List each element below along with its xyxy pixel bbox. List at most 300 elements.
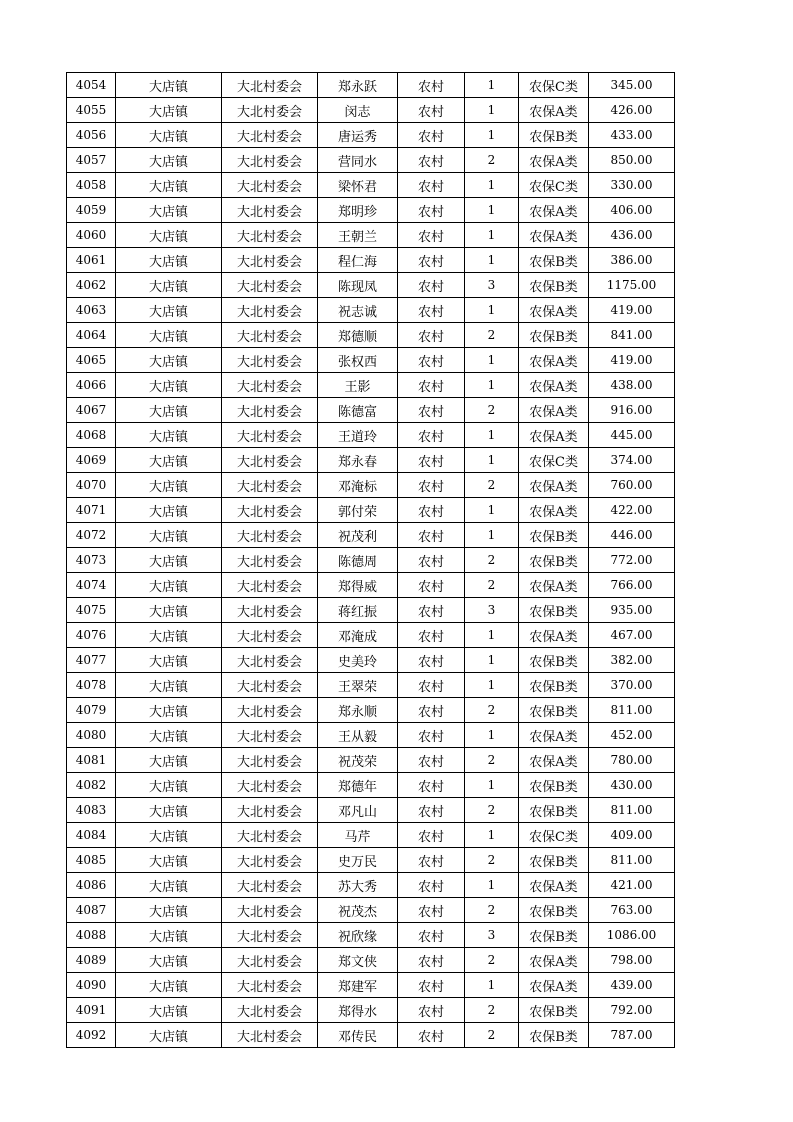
name-cell: 祝茂利 (318, 523, 398, 548)
table-body (67, 73, 675, 1048)
row-number-cell: 4058 (67, 173, 116, 198)
amount-cell: 446.00 (589, 523, 675, 548)
town-cell: 大店镇 (116, 973, 222, 998)
name-cell: 营同水 (318, 148, 398, 173)
insurance-category-cell: 农保B类 (519, 773, 589, 798)
town-cell: 大店镇 (116, 73, 222, 98)
amount-cell: 772.00 (589, 548, 675, 573)
village-committee-cell: 大北村委会 (222, 273, 318, 298)
village-committee-cell: 大北村委会 (222, 998, 318, 1023)
name-cell: 郑得水 (318, 998, 398, 1023)
household-size-cell: 1 (465, 773, 519, 798)
table-row (67, 698, 675, 723)
table-row (67, 848, 675, 873)
insurance-category-cell: 农保A类 (519, 473, 589, 498)
area-type-cell: 农村 (398, 898, 465, 923)
village-committee-cell: 大北村委会 (222, 323, 318, 348)
town-cell: 大店镇 (116, 573, 222, 598)
name-cell: 程仁海 (318, 248, 398, 273)
insurance-category-cell: 农保A类 (519, 148, 589, 173)
town-cell: 大店镇 (116, 698, 222, 723)
row-number-cell: 4084 (67, 823, 116, 848)
insurance-category-cell: 农保A类 (519, 98, 589, 123)
amount-cell: 330.00 (589, 173, 675, 198)
name-cell: 祝茂荣 (318, 748, 398, 773)
town-cell: 大店镇 (116, 823, 222, 848)
area-type-cell: 农村 (398, 198, 465, 223)
area-type-cell: 农村 (398, 98, 465, 123)
household-size-cell: 2 (465, 898, 519, 923)
row-number-cell: 4087 (67, 898, 116, 923)
amount-cell: 370.00 (589, 673, 675, 698)
amount-cell: 811.00 (589, 698, 675, 723)
area-type-cell: 农村 (398, 873, 465, 898)
household-size-cell: 1 (465, 623, 519, 648)
area-type-cell: 农村 (398, 623, 465, 648)
town-cell: 大店镇 (116, 723, 222, 748)
amount-cell: 421.00 (589, 873, 675, 898)
row-number-cell: 4089 (67, 948, 116, 973)
data-table (66, 72, 675, 1048)
table-row (67, 298, 675, 323)
town-cell: 大店镇 (116, 873, 222, 898)
row-number-cell: 4091 (67, 998, 116, 1023)
village-committee-cell: 大北村委会 (222, 298, 318, 323)
area-type-cell: 农村 (398, 698, 465, 723)
town-cell: 大店镇 (116, 798, 222, 823)
insurance-category-cell: 农保B类 (519, 848, 589, 873)
amount-cell: 422.00 (589, 498, 675, 523)
table-row (67, 873, 675, 898)
table-row (67, 148, 675, 173)
amount-cell: 792.00 (589, 998, 675, 1023)
area-type-cell: 农村 (398, 373, 465, 398)
table-row (67, 198, 675, 223)
amount-cell: 433.00 (589, 123, 675, 148)
name-cell: 郑得威 (318, 573, 398, 598)
household-size-cell: 1 (465, 173, 519, 198)
area-type-cell: 农村 (398, 823, 465, 848)
household-size-cell: 1 (465, 673, 519, 698)
household-size-cell: 1 (465, 298, 519, 323)
table-row (67, 823, 675, 848)
town-cell: 大店镇 (116, 923, 222, 948)
town-cell: 大店镇 (116, 273, 222, 298)
name-cell: 郑文侠 (318, 948, 398, 973)
insurance-category-cell: 农保B类 (519, 998, 589, 1023)
area-type-cell: 农村 (398, 73, 465, 98)
household-size-cell: 1 (465, 973, 519, 998)
row-number-cell: 4068 (67, 423, 116, 448)
insurance-category-cell: 农保A类 (519, 498, 589, 523)
name-cell: 王翠荣 (318, 673, 398, 698)
area-type-cell: 农村 (398, 273, 465, 298)
town-cell: 大店镇 (116, 98, 222, 123)
name-cell: 郑德年 (318, 773, 398, 798)
name-cell: 王朝兰 (318, 223, 398, 248)
name-cell: 祝志诚 (318, 298, 398, 323)
row-number-cell: 4062 (67, 273, 116, 298)
household-size-cell: 2 (465, 1023, 519, 1048)
insurance-category-cell: 农保A类 (519, 573, 589, 598)
town-cell: 大店镇 (116, 148, 222, 173)
insurance-category-cell: 农保A类 (519, 223, 589, 248)
row-number-cell: 4064 (67, 323, 116, 348)
amount-cell: 426.00 (589, 98, 675, 123)
table-row (67, 323, 675, 348)
row-number-cell: 4079 (67, 698, 116, 723)
household-size-cell: 1 (465, 423, 519, 448)
town-cell: 大店镇 (116, 398, 222, 423)
amount-cell: 935.00 (589, 598, 675, 623)
town-cell: 大店镇 (116, 673, 222, 698)
village-committee-cell: 大北村委会 (222, 723, 318, 748)
row-number-cell: 4083 (67, 798, 116, 823)
table-row (67, 223, 675, 248)
household-size-cell: 1 (465, 648, 519, 673)
amount-cell: 430.00 (589, 773, 675, 798)
row-number-cell: 4065 (67, 348, 116, 373)
row-number-cell: 4075 (67, 598, 116, 623)
insurance-category-cell: 农保B类 (519, 548, 589, 573)
insurance-category-cell: 农保B类 (519, 323, 589, 348)
insurance-category-cell: 农保B类 (519, 798, 589, 823)
row-number-cell: 4077 (67, 648, 116, 673)
village-committee-cell: 大北村委会 (222, 748, 318, 773)
row-number-cell: 4059 (67, 198, 116, 223)
table-row (67, 273, 675, 298)
row-number-cell: 4088 (67, 923, 116, 948)
insurance-category-cell: 农保B类 (519, 273, 589, 298)
row-number-cell: 4076 (67, 623, 116, 648)
insurance-category-cell: 农保C类 (519, 448, 589, 473)
row-number-cell: 4085 (67, 848, 116, 873)
name-cell: 祝茂杰 (318, 898, 398, 923)
town-cell: 大店镇 (116, 498, 222, 523)
area-type-cell: 农村 (398, 998, 465, 1023)
table-row (67, 598, 675, 623)
name-cell: 闵志 (318, 98, 398, 123)
insurance-category-cell: 农保C类 (519, 823, 589, 848)
table-row (67, 898, 675, 923)
amount-cell: 409.00 (589, 823, 675, 848)
household-size-cell: 2 (465, 573, 519, 598)
insurance-category-cell: 农保B类 (519, 523, 589, 548)
village-committee-cell: 大北村委会 (222, 648, 318, 673)
name-cell: 邓淹标 (318, 473, 398, 498)
household-size-cell: 1 (465, 498, 519, 523)
row-number-cell: 4061 (67, 248, 116, 273)
area-type-cell: 农村 (398, 248, 465, 273)
amount-cell: 374.00 (589, 448, 675, 473)
town-cell: 大店镇 (116, 123, 222, 148)
row-number-cell: 4055 (67, 98, 116, 123)
row-number-cell: 4060 (67, 223, 116, 248)
insurance-category-cell: 农保A类 (519, 723, 589, 748)
area-type-cell: 农村 (398, 523, 465, 548)
name-cell: 邓传民 (318, 1023, 398, 1048)
row-number-cell: 4063 (67, 298, 116, 323)
village-committee-cell: 大北村委会 (222, 98, 318, 123)
table-row (67, 998, 675, 1023)
village-committee-cell: 大北村委会 (222, 623, 318, 648)
household-size-cell: 2 (465, 948, 519, 973)
area-type-cell: 农村 (398, 548, 465, 573)
town-cell: 大店镇 (116, 423, 222, 448)
insurance-category-cell: 农保A类 (519, 948, 589, 973)
insurance-category-cell: 农保A类 (519, 423, 589, 448)
area-type-cell: 农村 (398, 448, 465, 473)
name-cell: 张权西 (318, 348, 398, 373)
town-cell: 大店镇 (116, 373, 222, 398)
area-type-cell: 农村 (398, 173, 465, 198)
village-committee-cell: 大北村委会 (222, 573, 318, 598)
name-cell: 祝欣缘 (318, 923, 398, 948)
household-size-cell: 2 (465, 748, 519, 773)
village-committee-cell: 大北村委会 (222, 248, 318, 273)
table-row (67, 348, 675, 373)
amount-cell: 1175.00 (589, 273, 675, 298)
town-cell: 大店镇 (116, 998, 222, 1023)
name-cell: 梁怀君 (318, 173, 398, 198)
area-type-cell: 农村 (398, 398, 465, 423)
amount-cell: 811.00 (589, 848, 675, 873)
town-cell: 大店镇 (116, 223, 222, 248)
household-size-cell: 2 (465, 398, 519, 423)
village-committee-cell: 大北村委会 (222, 923, 318, 948)
amount-cell: 916.00 (589, 398, 675, 423)
area-type-cell: 农村 (398, 323, 465, 348)
household-size-cell: 1 (465, 373, 519, 398)
area-type-cell: 农村 (398, 348, 465, 373)
amount-cell: 467.00 (589, 623, 675, 648)
village-committee-cell: 大北村委会 (222, 223, 318, 248)
table-row (67, 673, 675, 698)
area-type-cell: 农村 (398, 948, 465, 973)
amount-cell: 345.00 (589, 73, 675, 98)
household-size-cell: 2 (465, 698, 519, 723)
household-size-cell: 2 (465, 473, 519, 498)
insurance-category-cell: 农保B类 (519, 923, 589, 948)
name-cell: 蒋红振 (318, 598, 398, 623)
table-row (67, 373, 675, 398)
table-row (67, 723, 675, 748)
insurance-category-cell: 农保A类 (519, 348, 589, 373)
insurance-category-cell: 农保A类 (519, 873, 589, 898)
town-cell: 大店镇 (116, 173, 222, 198)
household-size-cell: 2 (465, 798, 519, 823)
insurance-category-cell: 农保A类 (519, 973, 589, 998)
village-committee-cell: 大北村委会 (222, 673, 318, 698)
name-cell: 陈德周 (318, 548, 398, 573)
area-type-cell: 农村 (398, 473, 465, 498)
village-committee-cell: 大北村委会 (222, 448, 318, 473)
row-number-cell: 4056 (67, 123, 116, 148)
area-type-cell: 农村 (398, 1023, 465, 1048)
name-cell: 史美玲 (318, 648, 398, 673)
household-size-cell: 1 (465, 873, 519, 898)
area-type-cell: 农村 (398, 798, 465, 823)
household-size-cell: 3 (465, 923, 519, 948)
amount-cell: 780.00 (589, 748, 675, 773)
amount-cell: 438.00 (589, 373, 675, 398)
area-type-cell: 农村 (398, 848, 465, 873)
town-cell: 大店镇 (116, 648, 222, 673)
amount-cell: 787.00 (589, 1023, 675, 1048)
village-committee-cell: 大北村委会 (222, 598, 318, 623)
village-committee-cell: 大北村委会 (222, 898, 318, 923)
amount-cell: 436.00 (589, 223, 675, 248)
town-cell: 大店镇 (116, 248, 222, 273)
table-row (67, 98, 675, 123)
name-cell: 邓淹成 (318, 623, 398, 648)
village-committee-cell: 大北村委会 (222, 423, 318, 448)
insurance-category-cell: 农保B类 (519, 1023, 589, 1048)
household-size-cell: 1 (465, 523, 519, 548)
amount-cell: 763.00 (589, 898, 675, 923)
village-committee-cell: 大北村委会 (222, 1023, 318, 1048)
town-cell: 大店镇 (116, 598, 222, 623)
amount-cell: 1086.00 (589, 923, 675, 948)
town-cell: 大店镇 (116, 473, 222, 498)
insurance-category-cell: 农保A类 (519, 373, 589, 398)
village-committee-cell: 大北村委会 (222, 848, 318, 873)
household-size-cell: 1 (465, 248, 519, 273)
name-cell: 郑建军 (318, 973, 398, 998)
village-committee-cell: 大北村委会 (222, 948, 318, 973)
insurance-category-cell: 农保C类 (519, 173, 589, 198)
amount-cell: 386.00 (589, 248, 675, 273)
town-cell: 大店镇 (116, 448, 222, 473)
town-cell: 大店镇 (116, 848, 222, 873)
area-type-cell: 农村 (398, 648, 465, 673)
amount-cell: 382.00 (589, 648, 675, 673)
village-committee-cell: 大北村委会 (222, 198, 318, 223)
insurance-category-cell: 农保B类 (519, 598, 589, 623)
table-row (67, 548, 675, 573)
household-size-cell: 1 (465, 223, 519, 248)
household-size-cell: 2 (465, 148, 519, 173)
row-number-cell: 4070 (67, 473, 116, 498)
area-type-cell: 农村 (398, 573, 465, 598)
row-number-cell: 4081 (67, 748, 116, 773)
household-size-cell: 2 (465, 323, 519, 348)
town-cell: 大店镇 (116, 948, 222, 973)
household-size-cell: 3 (465, 273, 519, 298)
name-cell: 郑永顺 (318, 698, 398, 723)
row-number-cell: 4072 (67, 523, 116, 548)
name-cell: 王影 (318, 373, 398, 398)
insurance-category-cell: 农保A类 (519, 298, 589, 323)
household-size-cell: 1 (465, 448, 519, 473)
amount-cell: 419.00 (589, 298, 675, 323)
table-row (67, 948, 675, 973)
village-committee-cell: 大北村委会 (222, 398, 318, 423)
area-type-cell: 农村 (398, 148, 465, 173)
insurance-category-cell: 农保A类 (519, 623, 589, 648)
row-number-cell: 4092 (67, 1023, 116, 1048)
insurance-category-cell: 农保C类 (519, 73, 589, 98)
village-committee-cell: 大北村委会 (222, 123, 318, 148)
name-cell: 郑明珍 (318, 198, 398, 223)
area-type-cell: 农村 (398, 223, 465, 248)
household-size-cell: 1 (465, 73, 519, 98)
village-committee-cell: 大北村委会 (222, 348, 318, 373)
area-type-cell: 农村 (398, 298, 465, 323)
name-cell: 陈现凤 (318, 273, 398, 298)
table-row (67, 798, 675, 823)
name-cell: 王道玲 (318, 423, 398, 448)
household-size-cell: 1 (465, 98, 519, 123)
town-cell: 大店镇 (116, 198, 222, 223)
insurance-category-cell: 农保B类 (519, 648, 589, 673)
row-number-cell: 4080 (67, 723, 116, 748)
table-row (67, 173, 675, 198)
insurance-category-cell: 农保B类 (519, 673, 589, 698)
household-size-cell: 1 (465, 823, 519, 848)
village-committee-cell: 大北村委会 (222, 773, 318, 798)
amount-cell: 445.00 (589, 423, 675, 448)
row-number-cell: 4067 (67, 398, 116, 423)
town-cell: 大店镇 (116, 348, 222, 373)
row-number-cell: 4071 (67, 498, 116, 523)
area-type-cell: 农村 (398, 598, 465, 623)
table-row (67, 423, 675, 448)
table-row (67, 773, 675, 798)
household-size-cell: 3 (465, 598, 519, 623)
insurance-category-cell: 农保A类 (519, 398, 589, 423)
amount-cell: 811.00 (589, 798, 675, 823)
name-cell: 郭付荣 (318, 498, 398, 523)
table-row (67, 248, 675, 273)
table-row (67, 498, 675, 523)
row-number-cell: 4082 (67, 773, 116, 798)
amount-cell: 406.00 (589, 198, 675, 223)
row-number-cell: 4078 (67, 673, 116, 698)
town-cell: 大店镇 (116, 623, 222, 648)
row-number-cell: 4074 (67, 573, 116, 598)
amount-cell: 766.00 (589, 573, 675, 598)
household-size-cell: 1 (465, 123, 519, 148)
area-type-cell: 农村 (398, 423, 465, 448)
village-committee-cell: 大北村委会 (222, 148, 318, 173)
household-size-cell: 1 (465, 198, 519, 223)
amount-cell: 841.00 (589, 323, 675, 348)
table-row (67, 73, 675, 98)
name-cell: 唐运秀 (318, 123, 398, 148)
village-committee-cell: 大北村委会 (222, 473, 318, 498)
row-number-cell: 4054 (67, 73, 116, 98)
area-type-cell: 农村 (398, 498, 465, 523)
household-size-cell: 2 (465, 548, 519, 573)
amount-cell: 439.00 (589, 973, 675, 998)
table-row (67, 123, 675, 148)
amount-cell: 798.00 (589, 948, 675, 973)
name-cell: 王从毅 (318, 723, 398, 748)
name-cell: 陈德富 (318, 398, 398, 423)
village-committee-cell: 大北村委会 (222, 823, 318, 848)
table-row (67, 473, 675, 498)
village-committee-cell: 大北村委会 (222, 548, 318, 573)
village-committee-cell: 大北村委会 (222, 798, 318, 823)
insurance-category-cell: 农保A类 (519, 198, 589, 223)
table-row (67, 748, 675, 773)
insurance-category-cell: 农保B类 (519, 248, 589, 273)
household-size-cell: 2 (465, 998, 519, 1023)
village-committee-cell: 大北村委会 (222, 523, 318, 548)
row-number-cell: 4086 (67, 873, 116, 898)
village-committee-cell: 大北村委会 (222, 873, 318, 898)
